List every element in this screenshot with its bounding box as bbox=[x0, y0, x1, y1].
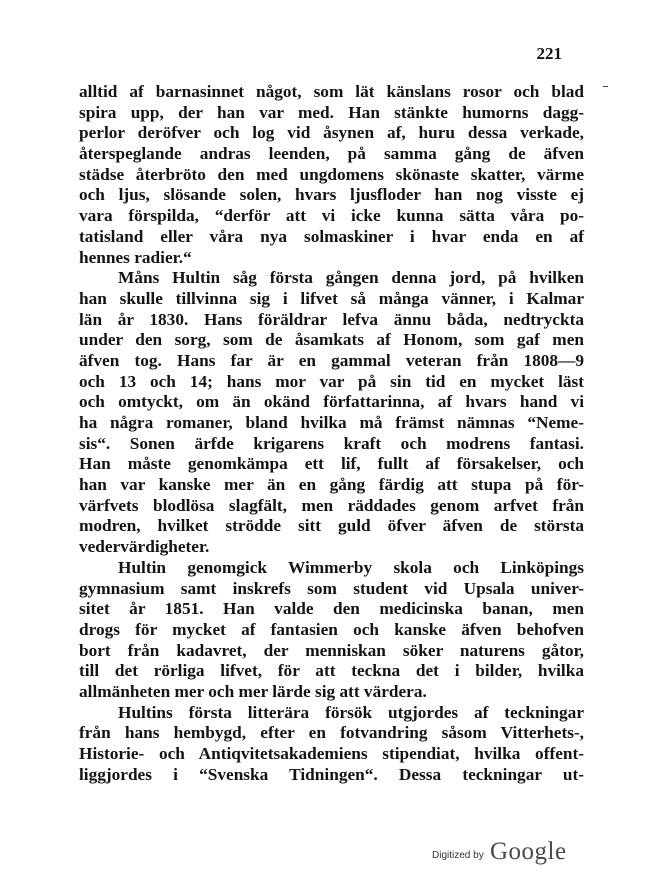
text-line: ha några romaner, bland hvilka må främst nämnas “Neme- bbox=[79, 413, 584, 432]
body-text bbox=[79, 82, 584, 785]
text-line: vara förspilda, “derför att vi icke kunna sätta våra po- bbox=[79, 206, 584, 226]
text-line: alltid af barnasinnet något, som lät känslans rosor och blad bbox=[79, 82, 584, 101]
text-line: liggjordes i “Svenska Tidningen“. Dessa teckningar ut- bbox=[79, 764, 584, 784]
text-line: gymnasium samt inskrefs som student vid Upsala univer- bbox=[79, 578, 584, 598]
text-line: städse återbröto den med ungdomens skönaste skatter, värme bbox=[79, 164, 584, 184]
text-line: län år 1830. Hans föräldrar lefva ännu båda, nedtryckta bbox=[79, 309, 584, 329]
page-number: 221 bbox=[536, 44, 562, 63]
google-logo: Google bbox=[490, 838, 567, 865]
digitized-by-google-footer bbox=[432, 838, 582, 868]
text-line: allmänheten mer och mer lärde sig att värdera. bbox=[79, 681, 427, 701]
text-line: och 13 och 14; hans mor var på sin tid en mycket läst bbox=[79, 371, 584, 391]
text-line: till det rörliga lifvet, för att teckna det i bilder, hvilka bbox=[79, 661, 584, 681]
text-line: och ljus, slösande solen, hvars ljusfloder han nog visste ej bbox=[79, 185, 584, 205]
text-line: drogs för mycket af fantasien och kanske äfven behofven bbox=[79, 619, 584, 639]
text-line: Måns Hultin såg första gången denna jord, på hvilken bbox=[118, 268, 584, 288]
text-line: bort från kadavret, der menniskan söker naturens gåtor, bbox=[79, 640, 584, 660]
text-line: äfven tog. Hans far är en gammal veteran från 1808—9 bbox=[79, 350, 584, 370]
text-line: perlor deröfver och log vid åsynen af, huru dessa verkade, bbox=[79, 123, 584, 143]
text-line: spira upp, der han var med. Han stänkte humorns dagg- bbox=[79, 102, 584, 122]
text-line: Han måste genomkämpa ett lif, fullt af försakelser, och bbox=[79, 454, 584, 474]
text-line: vedervärdigheter. bbox=[79, 537, 210, 557]
text-line: modren, hvilket strödde sitt guld öfver äfven de största bbox=[79, 516, 584, 536]
text-line: och omtyckt, om än okänd författarinna, af hvars hand vi bbox=[79, 392, 584, 412]
text-line: Historie- och Antiqvitetsakademiens stipendiat, hvilka offent- bbox=[79, 744, 584, 763]
text-line: Hultin genomgick Wimmerby skola och Linköpings bbox=[118, 557, 584, 577]
digitized-label: Digitized by bbox=[432, 850, 484, 861]
text-line: värfvets blodlösa slagfält, men räddades genom arfvet från bbox=[79, 495, 584, 515]
text-line: återspeglande andras leenden, på samma gång de äfven bbox=[79, 144, 584, 164]
text-line: tatisland eller våra nya solmaskiner i hvar enda en af bbox=[79, 226, 584, 246]
text-line: sis“. Sonen ärfde krigarens kraft och modrens fantasi. bbox=[79, 433, 584, 453]
text-line: under den sorg, som de åsamkats af Honom, som gaf men bbox=[79, 330, 584, 350]
text-line: Hultins första litterära försök utgjordes af teckningar bbox=[118, 702, 584, 722]
margin-mark bbox=[603, 86, 608, 87]
text-line: han var kanske mer än en gång färdig att stupa på för- bbox=[79, 475, 584, 495]
text-line: sitet år 1851. Han valde den medicinska banan, men bbox=[79, 599, 584, 619]
text-line: hennes radier.“ bbox=[79, 247, 192, 267]
text-line: från hans hembygd, efter en fotvandring såsom Vitterhets-, bbox=[79, 723, 584, 743]
text-line: han skulle tillvinna sig i lifvet så många vänner, i Kalmar bbox=[79, 288, 584, 308]
